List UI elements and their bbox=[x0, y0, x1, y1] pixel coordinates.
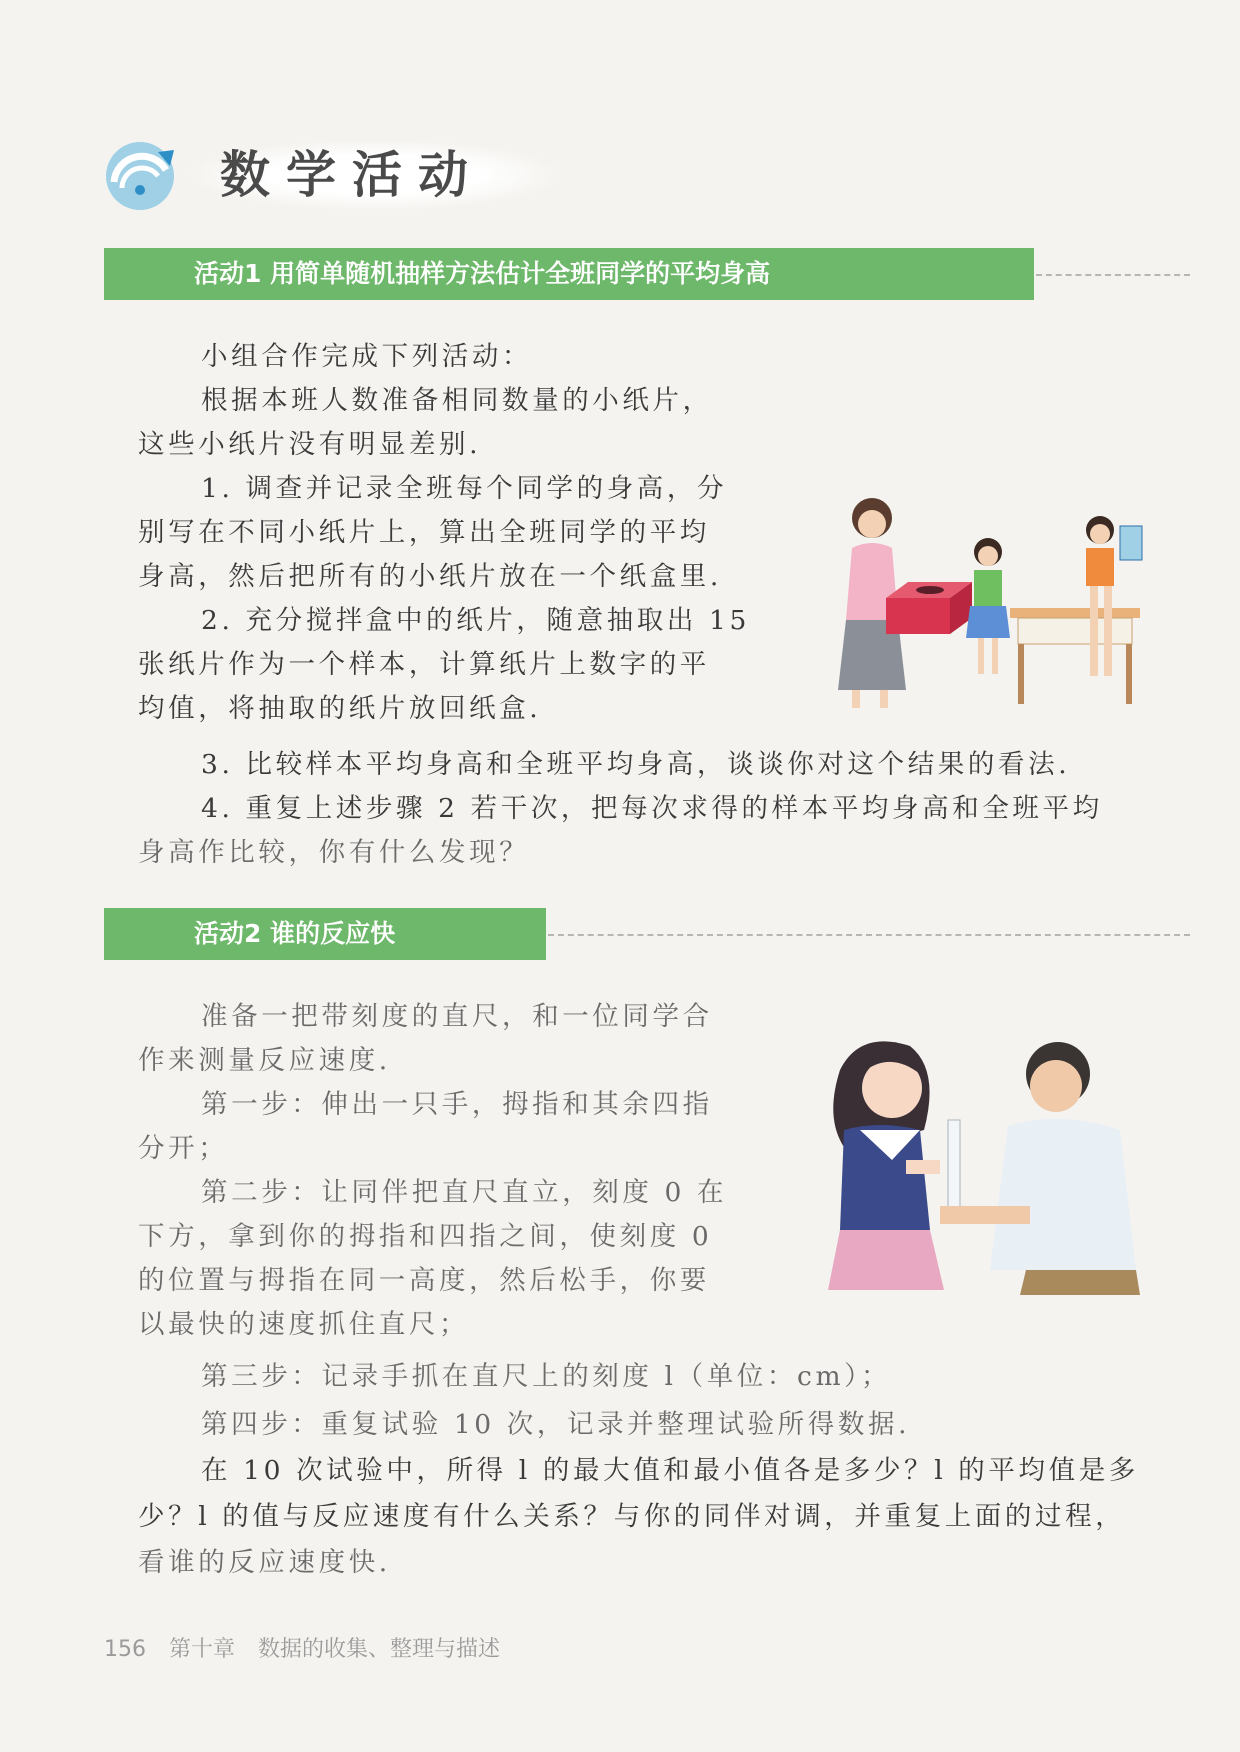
math-activity-icon bbox=[100, 132, 180, 212]
activity-2-line: 作来测量反应速度. bbox=[138, 1045, 391, 1076]
activity-1-line: 小组合作完成下列活动： bbox=[201, 341, 533, 372]
page-title: 数学活动 bbox=[190, 140, 560, 210]
dashed-divider bbox=[1036, 274, 1190, 276]
activity-2-line: 下方，拿到你的拇指和四指之间，使刻度 0 bbox=[138, 1221, 713, 1252]
dashed-divider bbox=[548, 934, 1190, 936]
activity-1-line: 1. 调查并记录全班每个同学的身高，分 bbox=[201, 473, 728, 504]
activity-1-line: 别写在不同小纸片上，算出全班同学的平均 bbox=[138, 517, 710, 548]
ruler-reaction-illustration bbox=[820, 1030, 1160, 1295]
activity-2-line: 准备一把带刻度的直尺，和一位同学合 bbox=[201, 1001, 713, 1032]
activity-2-banner: 活动2 谁的反应快 bbox=[104, 908, 546, 960]
activity-2-line: 以最快的速度抓住直尺； bbox=[138, 1309, 470, 1340]
activity-2-line: 第一步：伸出一只手，拇指和其余四指 bbox=[201, 1089, 713, 1120]
activity-2-line: 少？l 的值与反应速度有什么关系？与你的同伴对调，并重复上面的过程， bbox=[138, 1501, 1126, 1532]
activity-1-line: 这些小纸片没有明显差别. bbox=[138, 429, 482, 460]
activity-1-line: 张纸片作为一个样本，计算纸片上数字的平 bbox=[138, 649, 710, 680]
activity-1-line: 2. 充分搅拌盒中的纸片，随意抽取出 15 bbox=[201, 605, 750, 636]
activity-1-line: 身高作比较，你有什么发现？ bbox=[138, 837, 530, 868]
activity-1-banner: 活动1 用简单随机抽样方法估计全班同学的平均身高 bbox=[104, 248, 1034, 300]
activity-2-line: 第二步：让同伴把直尺直立，刻度 0 在 bbox=[201, 1177, 728, 1208]
activity-1-line: 均值，将抽取的纸片放回纸盒. bbox=[138, 693, 542, 724]
activity-2-line: 第三步：记录手抓在直尺上的刻度 l（单位：cm）； bbox=[201, 1361, 892, 1392]
page-footer bbox=[104, 1632, 516, 1663]
chapter-label: 第十章 bbox=[169, 1637, 236, 1662]
activity-1-line: 根据本班人数准备相同数量的小纸片， bbox=[201, 385, 713, 416]
chapter-title: 数据的收集、整理与描述 bbox=[258, 1637, 501, 1662]
activity-2-line: 在 10 次试验中，所得 l 的最大值和最小值各是多少？l 的平均值是多 bbox=[201, 1455, 1139, 1486]
classroom-illustration bbox=[820, 490, 1150, 715]
page-number: 156 bbox=[104, 1637, 146, 1662]
activity-1-line: 身高，然后把所有的小纸片放在一个纸盒里. bbox=[138, 561, 722, 592]
activity-2-line: 的位置与拇指在同一高度，然后松手，你要 bbox=[138, 1265, 710, 1296]
activity-1-line: 4. 重复上述步骤 2 若干次，把每次求得的样本平均身高和全班平均 bbox=[201, 793, 1103, 824]
activity-2-line: 分开； bbox=[138, 1133, 229, 1164]
activity-1-line: 3. 比较样本平均身高和全班平均身高，谈谈你对这个结果的看法. bbox=[201, 749, 1071, 780]
activity-2-line: 看谁的反应速度快. bbox=[138, 1547, 391, 1578]
activity-2-line: 第四步：重复试验 10 次，记录并整理试验所得数据. bbox=[201, 1409, 911, 1440]
